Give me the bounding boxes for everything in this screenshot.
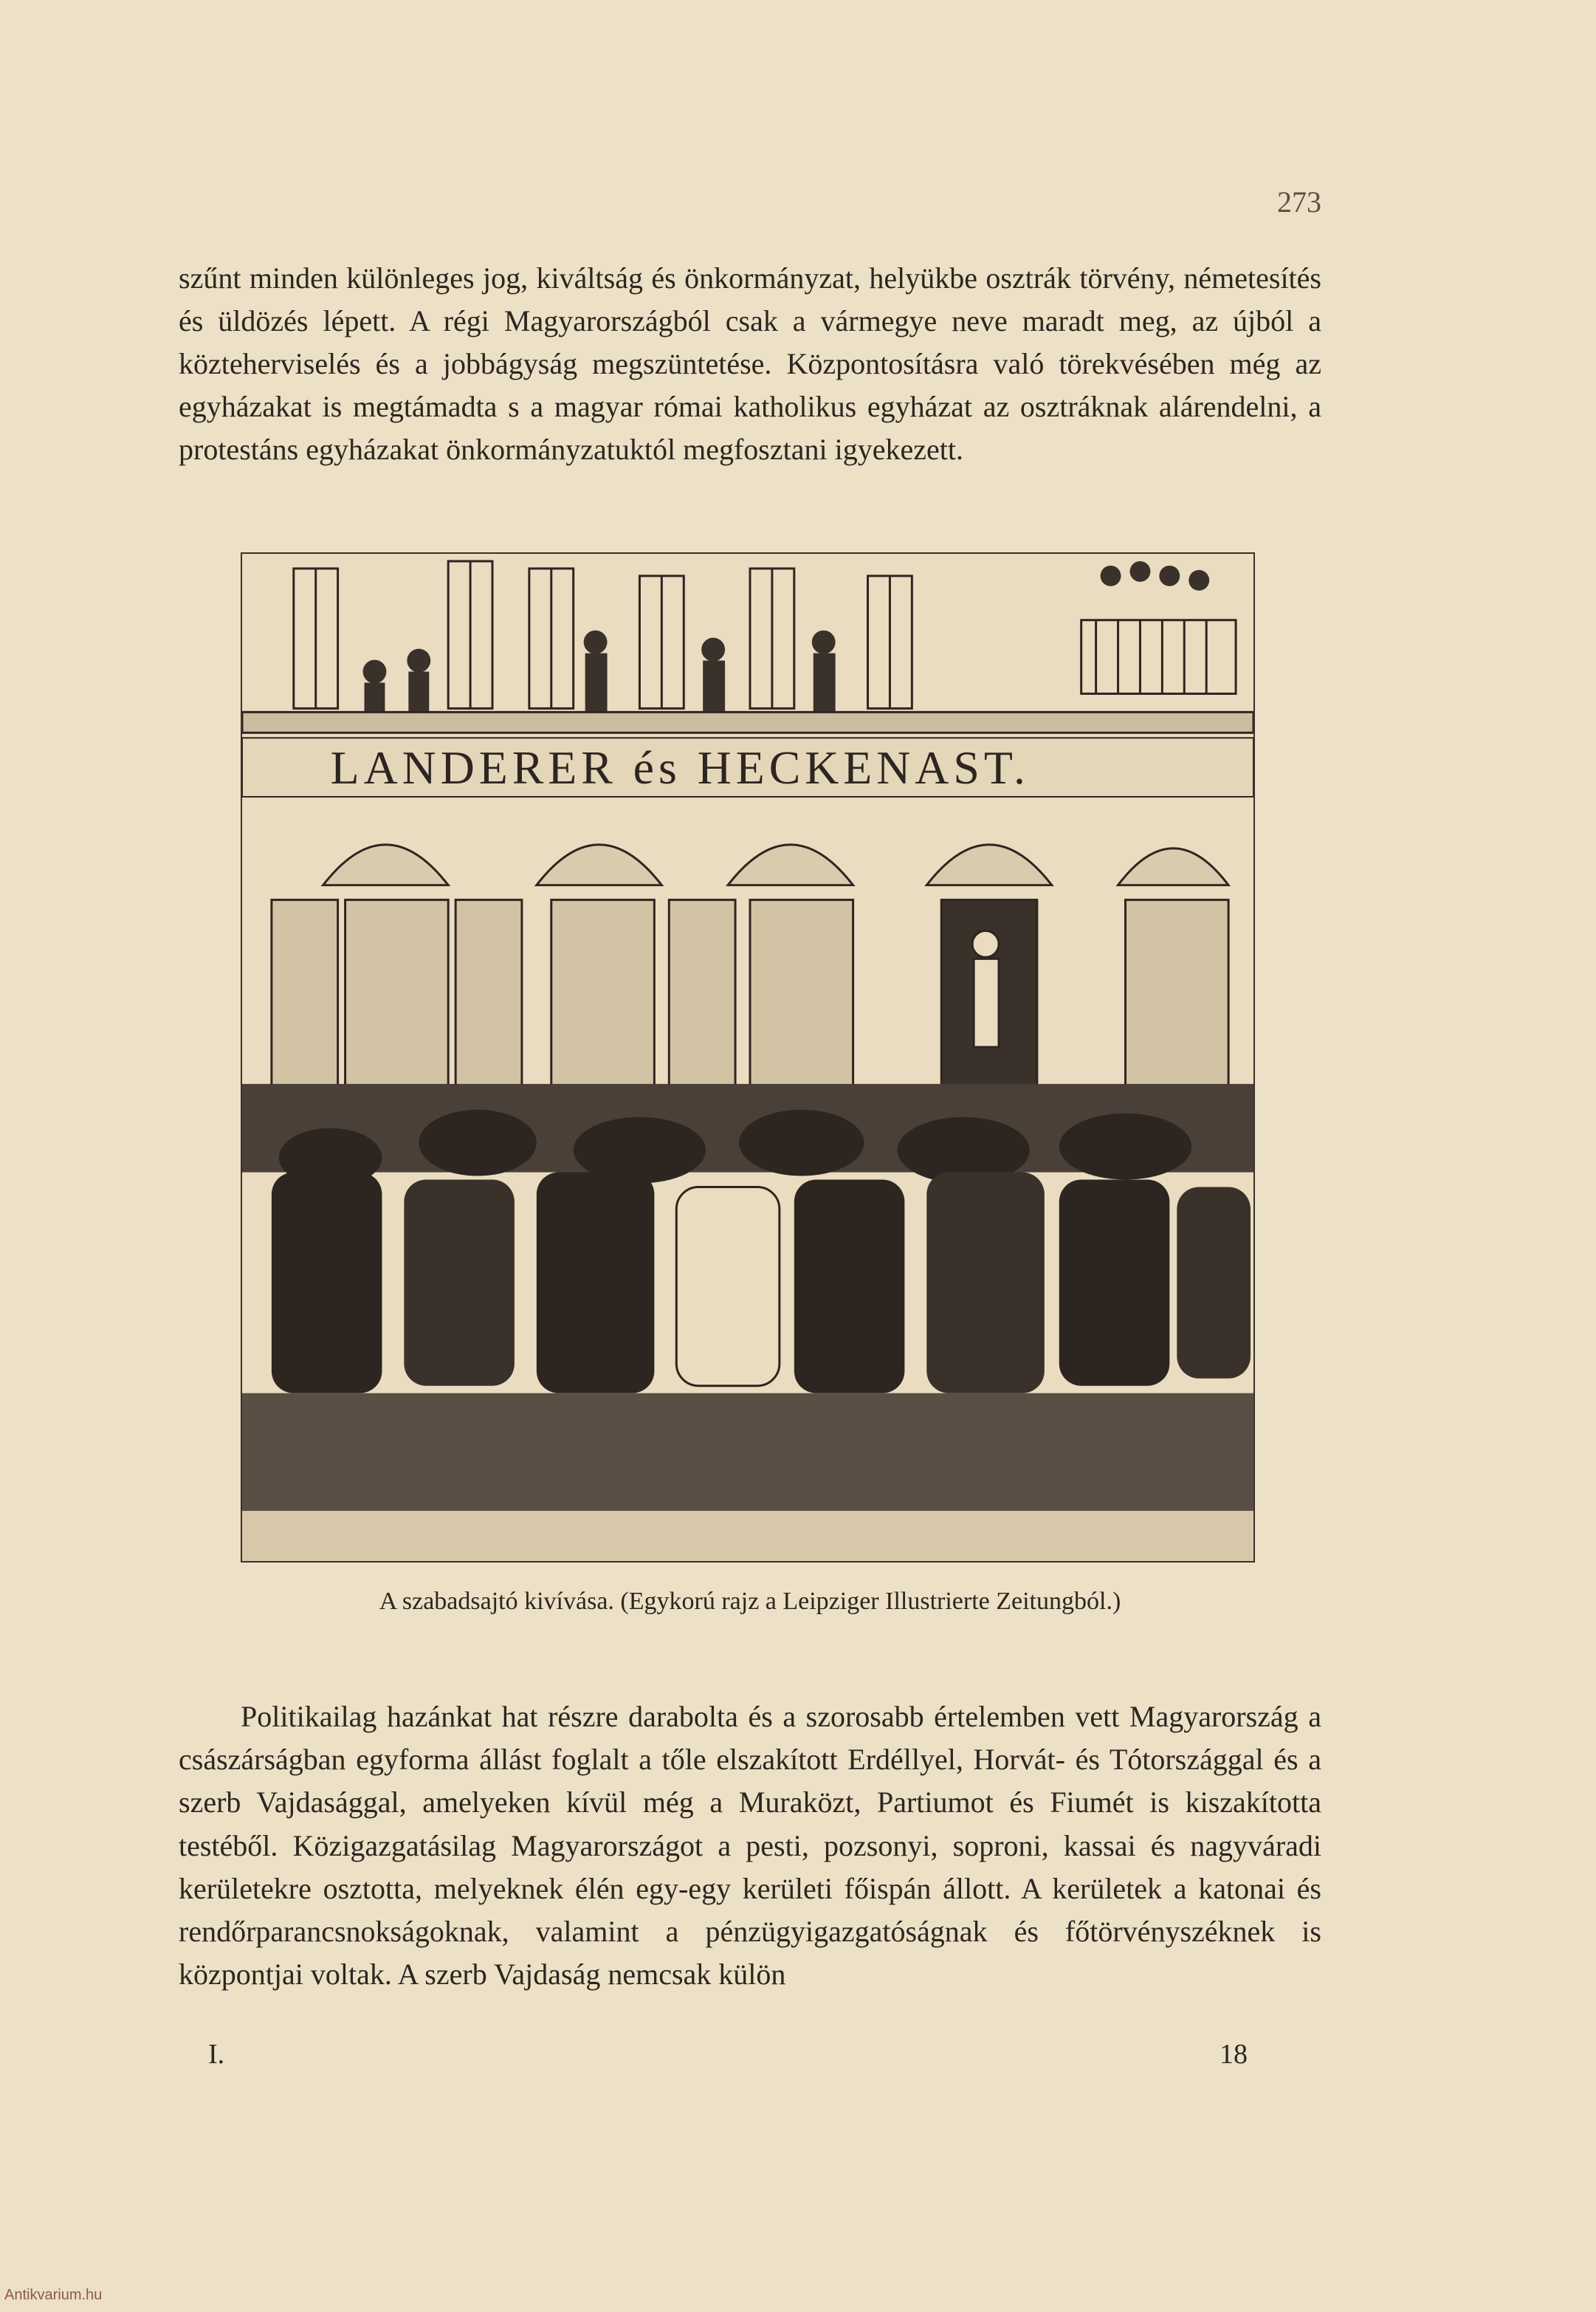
paragraph-bottom: Politikailag hazánkat hat részre darabolta és a szorosabb értelemben vett Magyarország a császárságban egyforma állást foglalt a tőle elszakított Erdéllyel, Horvát- és Tótországgal és a szerb Vajdasággal, amelyeken kívül még a Muraközt, Partiumot és Fiumét is kiszakította testéből. Közigazgatásilag Magyarországot a pesti, pozsonyi, soproni, kassai és nagyváradi kerületekre osztotta, melyeknek élén egy-egy kerületi főispán állott. A kerületek a katonai és rendőrparancsnokságoknak, valamint a pénzügyigazgatóságnak és főtörvényszéknek is központjai voltak. A szerb Vajdaság nemcsak külön (179, 1700, 1321, 1992)
page-number: 273 (1277, 185, 1321, 219)
watermark: Antikvarium.hu (4, 2287, 103, 2303)
signature-mark-left: I. (208, 2039, 225, 2070)
shop-sign: LANDERER és HECKENAST. (330, 741, 1031, 795)
speaker-figure (972, 931, 999, 1048)
signature-mark-right: 18 (1220, 2039, 1248, 2070)
illustration-caption: A szabadsajtó kivívása. (Egykorú rajz a Leipziger Illustrierte Zeitungból.) (379, 1588, 1121, 1615)
illustration (241, 552, 1255, 1563)
paragraph-top: szűnt minden különleges jog, kiváltság és önkormányzat, helyükbe osztrák törvény, németesítés és üldözés lépett. A régi Magyarországból csak a vármegye neve maradt meg, az újból a közteherviselés és a jobbágyság megszüntetése. Központosításra való törekvésében még az egyházakat is megtámadta s a magyar római katholikus egyházat az osztráknak alárendelni, a protestáns egyházakat önkormányzatuktól megfosztani igyekezett. (179, 261, 1321, 466)
